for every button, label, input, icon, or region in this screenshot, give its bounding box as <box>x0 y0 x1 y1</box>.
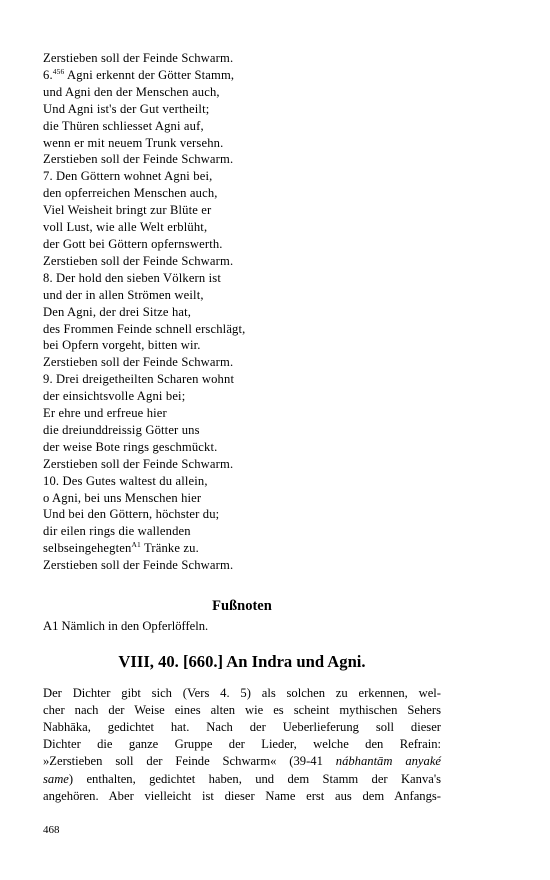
verse-line <box>43 337 441 354</box>
verse-line <box>43 490 441 507</box>
verse-line <box>43 67 441 84</box>
verse-text: bei Opfern vorgeht, bitten wir. <box>43 338 201 353</box>
paragraph-text: ) enthalten, gedichtet haben, und dem Stamm der Kanva's <box>68 771 441 786</box>
introduction-paragraph <box>43 685 441 805</box>
verse-text: Er ehre und erfreue hier <box>43 406 167 421</box>
verse-line <box>43 405 441 422</box>
verse-text: selbseingehegten <box>43 541 132 556</box>
verse-text: Zerstieben soll der Feinde Schwarm. <box>43 355 234 370</box>
paragraph-line: cher nach der Weise eines alten wie es scheint mythischen Sehers <box>43 703 441 718</box>
paragraph-line <box>43 753 441 770</box>
verse-line <box>43 151 441 168</box>
verse-block <box>43 50 441 574</box>
verse-text: 9. Drei dreigetheilten Scharen wohnt <box>43 372 235 387</box>
verse-line <box>43 135 441 152</box>
verse-line <box>43 236 441 253</box>
paragraph-line: Nabhāka, gedichtet hat. Nach der Ueberlieferung soll dieser <box>43 720 441 735</box>
verse-text: der weise Bote rings geschmückt. <box>43 439 218 454</box>
sanskrit-term: nábhantām anyaké <box>335 754 442 769</box>
verse-text: Zerstieben soll der Feinde Schwarm. <box>43 51 234 65</box>
verse-line <box>43 270 441 287</box>
verse-line <box>43 304 441 321</box>
verse-line <box>43 321 441 338</box>
verse-text: 10. Des Gutes waltest du allein, <box>43 473 208 488</box>
verse-number: 6. <box>43 67 53 82</box>
verse-line <box>43 439 441 456</box>
verse-text: die Thüren schliesset Agni auf, <box>43 118 204 133</box>
verse-text: Den Agni, der drei Sitze hat, <box>43 304 192 319</box>
verse-text: Zerstieben soll der Feinde Schwarm. <box>43 253 234 268</box>
verse-line <box>43 253 441 270</box>
verse-text: Viel Weisheit bringt zur Blüte er <box>43 203 212 218</box>
verse-line <box>43 388 441 405</box>
verse-text: den opferreichen Menschen auch, <box>43 186 218 201</box>
verse-line <box>43 473 441 490</box>
verse-line <box>43 50 441 67</box>
paragraph-line: Dichter die ganze Gruppe der Lieder, welche den Refrain: <box>43 737 441 752</box>
verse-text: der einsichtsvolle Agni bei; <box>43 389 186 404</box>
paragraph-line <box>43 771 441 788</box>
verse-text: die dreiunddreissig Götter uns <box>43 422 200 437</box>
verse-text: und Agni den der Menschen auch, <box>43 84 220 99</box>
verse-text: Zerstieben soll der Feinde Schwarm. <box>43 152 234 167</box>
footnotes-heading: Fußnoten <box>212 598 272 615</box>
paragraph-line: Der Dichter gibt sich (Vers 4. 5) als solchen zu erkennen, wel- <box>43 686 441 701</box>
verse-line <box>43 557 441 574</box>
footnote-ref[interactable]: A1 <box>131 540 141 550</box>
verse-text: Und Agni ist's der Gut vertheilt; <box>43 101 210 116</box>
verse-line <box>43 118 441 135</box>
verse-line <box>43 506 441 523</box>
paragraph-text: »Zerstieben soll der Feinde Schwarm« (39-41 <box>43 754 336 769</box>
verse-line <box>43 354 441 371</box>
footnote-item: A1 Nämlich in den Opferlöffeln. <box>43 619 209 634</box>
verse-text: 7. Den Göttern wohnet Agni bei, <box>43 169 213 184</box>
page-number: 468 <box>43 824 60 836</box>
verse-line <box>43 101 441 118</box>
verse-text: der Gott bei Göttern opfernswerth. <box>43 236 223 251</box>
verse-line <box>43 371 441 388</box>
verse-line <box>43 185 441 202</box>
sanskrit-term: same <box>43 771 69 786</box>
section-heading: VIII, 40. [660.] An Indra und Agni. <box>118 652 366 672</box>
verse-text: des Frommen Feinde schnell erschlägt, <box>43 321 246 336</box>
verse-text: dir eilen rings die wallenden <box>43 524 191 539</box>
verse-text: Zerstieben soll der Feinde Schwarm. <box>43 456 234 471</box>
verse-text: Und bei den Göttern, höchster du; <box>43 507 220 522</box>
verse-line <box>43 168 441 185</box>
verse-line <box>43 287 441 304</box>
verse-text: voll Lust, wie alle Welt erblüht, <box>43 220 208 235</box>
verse-text: wenn er mit neuem Trunk versehn. <box>43 135 224 150</box>
verse-line <box>43 540 441 557</box>
verse-text: Zerstieben soll der Feinde Schwarm. <box>43 558 234 573</box>
verse-line <box>43 523 441 540</box>
page-content <box>43 50 441 805</box>
verse-text: 8. Der hold den sieben Völkern ist <box>43 270 221 285</box>
paragraph-line: angehören. Aber vielleicht ist dieser Name erst aus dem Anfangs- <box>43 788 441 803</box>
verse-line <box>43 202 441 219</box>
verse-line <box>43 84 441 101</box>
verse-line <box>43 422 441 439</box>
verse-text: Agni erkennt der Götter Stamm, <box>64 67 235 82</box>
footnote-ref[interactable]: 456 <box>52 66 65 76</box>
verse-text: Tränke zu. <box>140 541 199 556</box>
verse-text: und der in allen Strömen weilt, <box>43 287 204 302</box>
verse-text: o Agni, bei uns Menschen hier <box>43 490 202 505</box>
verse-line <box>43 456 441 473</box>
verse-line <box>43 219 441 236</box>
